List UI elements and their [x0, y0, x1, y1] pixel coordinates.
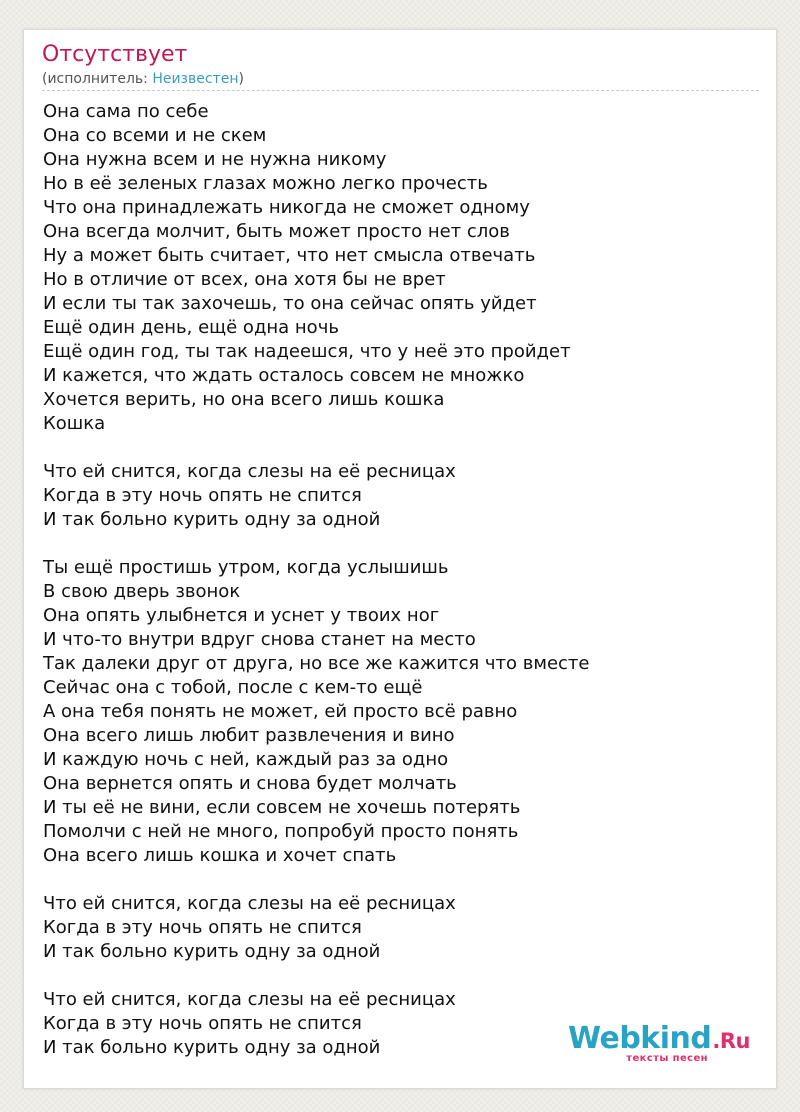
lyric-line: Она всего лишь кошка и хочет спать	[43, 845, 397, 866]
lyric-line: И каждую ночь с ней, каждый раз за одно	[43, 749, 449, 770]
lyric-line: Так далеки друг от друга, но все же кажится что вместе	[43, 653, 590, 674]
lyric-line: Она сама по себе	[43, 101, 209, 122]
lyric-line: Она со всеми и не скем	[43, 125, 267, 146]
logo-tld-text: .Ru	[712, 1029, 750, 1053]
lyric-line: Ну а может быть считает, что нет смысла отвечать	[43, 245, 536, 266]
lyric-line: Ты ещё простишь утром, когда услышишь	[43, 557, 449, 578]
lyric-line: В свою дверь звонок	[43, 581, 241, 602]
artist-suffix: )	[238, 71, 244, 87]
lyric-line: Что ей снится, когда слезы на её ресницах	[43, 461, 456, 482]
lyric-line: Что ей снится, когда слезы на её ресницах	[43, 893, 456, 914]
lyric-line: Хочется верить, но она всего лишь кошка	[43, 389, 445, 410]
lyric-line: И если ты так захочешь, то она сейчас опять уйдет	[43, 293, 537, 314]
lyric-line: Но в её зеленых глазах можно легко прочесть	[43, 173, 488, 194]
lyric-line: Сейчас она с тобой, после с кем-то ещё	[43, 677, 423, 698]
lyric-line: Она всегда молчит, быть может просто нет слов	[43, 221, 510, 242]
lyric-line: Помолчи с ней не много, попробуй просто понять	[43, 821, 519, 842]
lyric-line: И так больно курить одну за одной	[43, 941, 381, 962]
webkind-logo[interactable]	[560, 1022, 750, 1066]
lyric-line: Что она принадлежать никогда не сможет одному	[43, 197, 530, 218]
lyric-line: И что-то внутри вдруг снова станет на место	[43, 629, 476, 650]
lyric-line: А она тебя понять не может, ей просто всё равно	[43, 701, 518, 722]
lyric-line: Кошка	[43, 413, 106, 434]
title-divider	[42, 90, 759, 91]
lyric-line: И так больно курить одну за одной	[43, 1037, 381, 1058]
lyric-line: Она нужна всем и не нужна никому	[43, 149, 387, 170]
lyric-line: Она всего лишь любит развлечения и вино	[43, 725, 455, 746]
logo-tagline: тексты песен	[626, 1053, 708, 1064]
stanza-gap	[43, 964, 763, 988]
artist-line	[42, 70, 244, 88]
lyric-line: Она вернется опять и снова будет молчать	[43, 773, 457, 794]
lyrics-text	[43, 100, 763, 1060]
artist-link[interactable]: Неизвестен	[152, 71, 239, 87]
lyric-line: Но в отличие от всех, она хотя бы не врет	[43, 269, 446, 290]
lyric-line: Когда в эту ночь опять не спится	[43, 917, 362, 938]
artist-prefix: (исполнитель:	[42, 71, 153, 87]
lyric-line: Когда в эту ночь опять не спится	[43, 1013, 362, 1034]
stanza-gap	[43, 436, 763, 460]
lyric-line: Что ей снится, когда слезы на её ресницах	[43, 989, 456, 1010]
lyric-line: Когда в эту ночь опять не спится	[43, 485, 362, 506]
song-title: Отсутствует	[42, 42, 188, 67]
lyric-line: И так больно курить одну за одной	[43, 509, 381, 530]
lyric-line: Она опять улыбнется и уснет у твоих ног	[43, 605, 440, 626]
lyric-line: Ещё один день, ещё одна ночь	[43, 317, 339, 338]
stanza-gap	[43, 532, 763, 556]
lyric-line: И ты её не вини, если совсем не хочешь потерять	[43, 797, 521, 818]
lyric-line: Ещё один год, ты так надеешся, что у неё это пройдет	[43, 341, 571, 362]
lyric-line: И кажется, что ждать осталось совсем не множко	[43, 365, 525, 386]
stanza-gap	[43, 868, 763, 892]
logo-main-text: Webkind	[567, 1021, 712, 1056]
lyrics-card	[23, 29, 777, 1089]
